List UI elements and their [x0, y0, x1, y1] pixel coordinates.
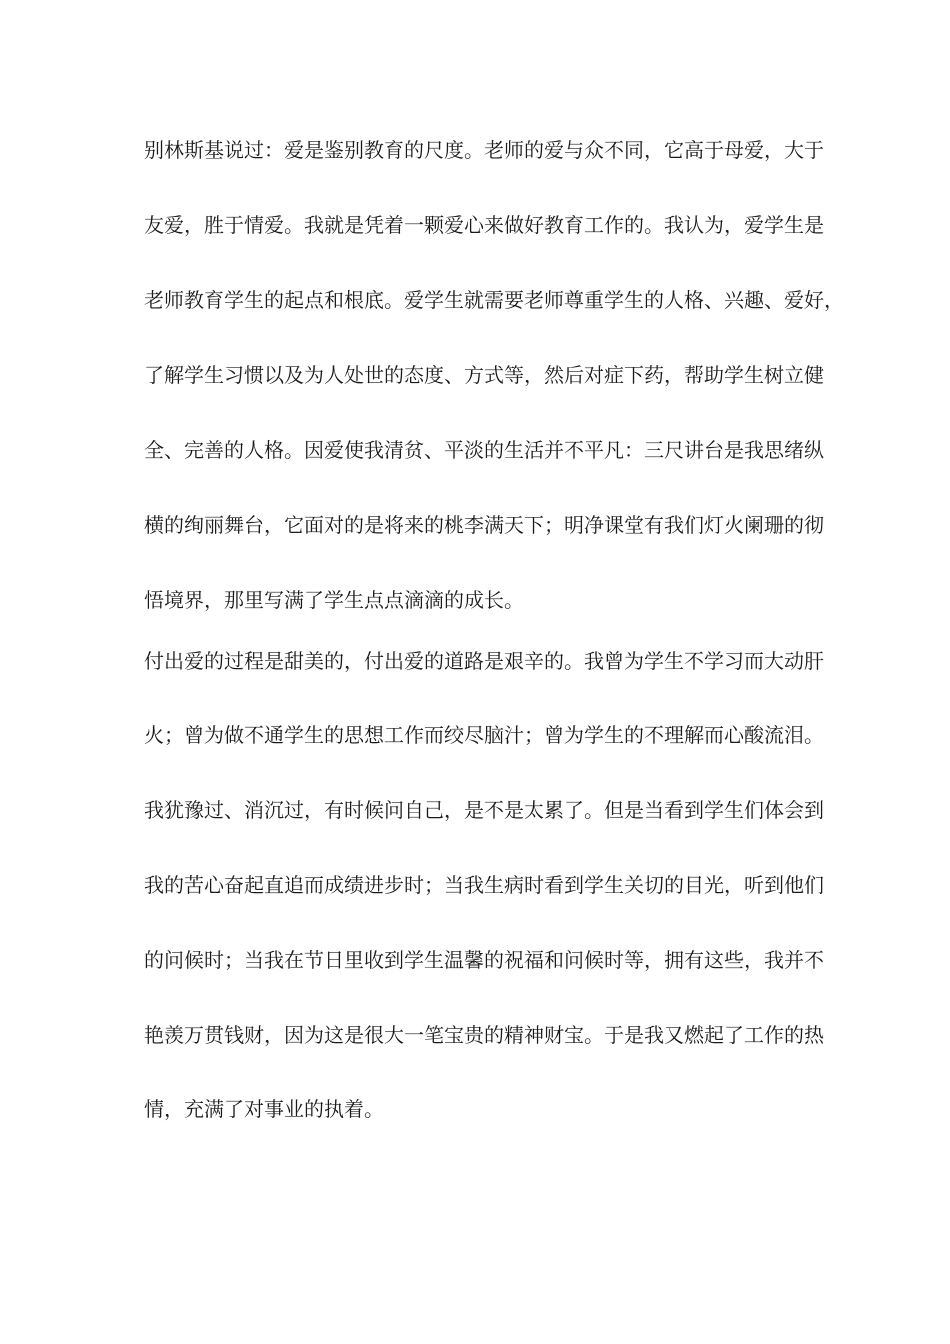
text-line: 付出爱的过程是甜美的，付出爱的道路是艰辛的。我曾为学生不学习而大动肝 — [144, 649, 824, 673]
text-line: 老师教育学生的起点和根底。爱学生就需要老师尊重学生的人格、兴趣、爱好， — [144, 288, 844, 312]
text-line: 艳羡万贯钱财，因为这是很大一笔宝贵的精神财宝。于是我又燃起了工作的热 — [144, 1023, 824, 1047]
text-line: 了解学生习惯以及为人处世的态度、方式等，然后对症下药，帮助学生树立健 — [144, 363, 824, 387]
text-line: 我犹豫过、消沉过，有时候问自己，是不是太累了。但是当看到学生们体会到 — [144, 798, 824, 822]
text-line: 我的苦心奋起直追而成绩进步时；当我生病时看到学生关切的目光，听到他们 — [144, 873, 824, 897]
text-line: 横的绚丽舞台，它面对的是将来的桃李满天下；明净课堂有我们灯火阑珊的彻 — [144, 513, 824, 537]
text-line: 的问候时；当我在节日里收到学生温馨的祝福和问候时等，拥有这些，我并不 — [144, 948, 824, 972]
text-line: 情，充满了对事业的执着。 — [144, 1097, 384, 1121]
text-line: 友爱，胜于情爱。我就是凭着一颗爱心来做好教育工作的。我认为，爱学生是 — [144, 213, 824, 237]
text-line: 别林斯基说过：爱是鉴别教育的尺度。老师的爱与众不同，它高于母爱，大于 — [144, 138, 824, 162]
text-line: 悟境界，那里写满了学生点点滴滴的成长。 — [144, 588, 524, 612]
text-line: 全、完善的人格。因爱使我清贫、平淡的生活并不平凡：三尺讲台是我思绪纵 — [144, 438, 824, 462]
text-line: 火；曾为做不通学生的思想工作而绞尽脑汁；曾为学生的不理解而心酸流泪。 — [144, 723, 824, 747]
